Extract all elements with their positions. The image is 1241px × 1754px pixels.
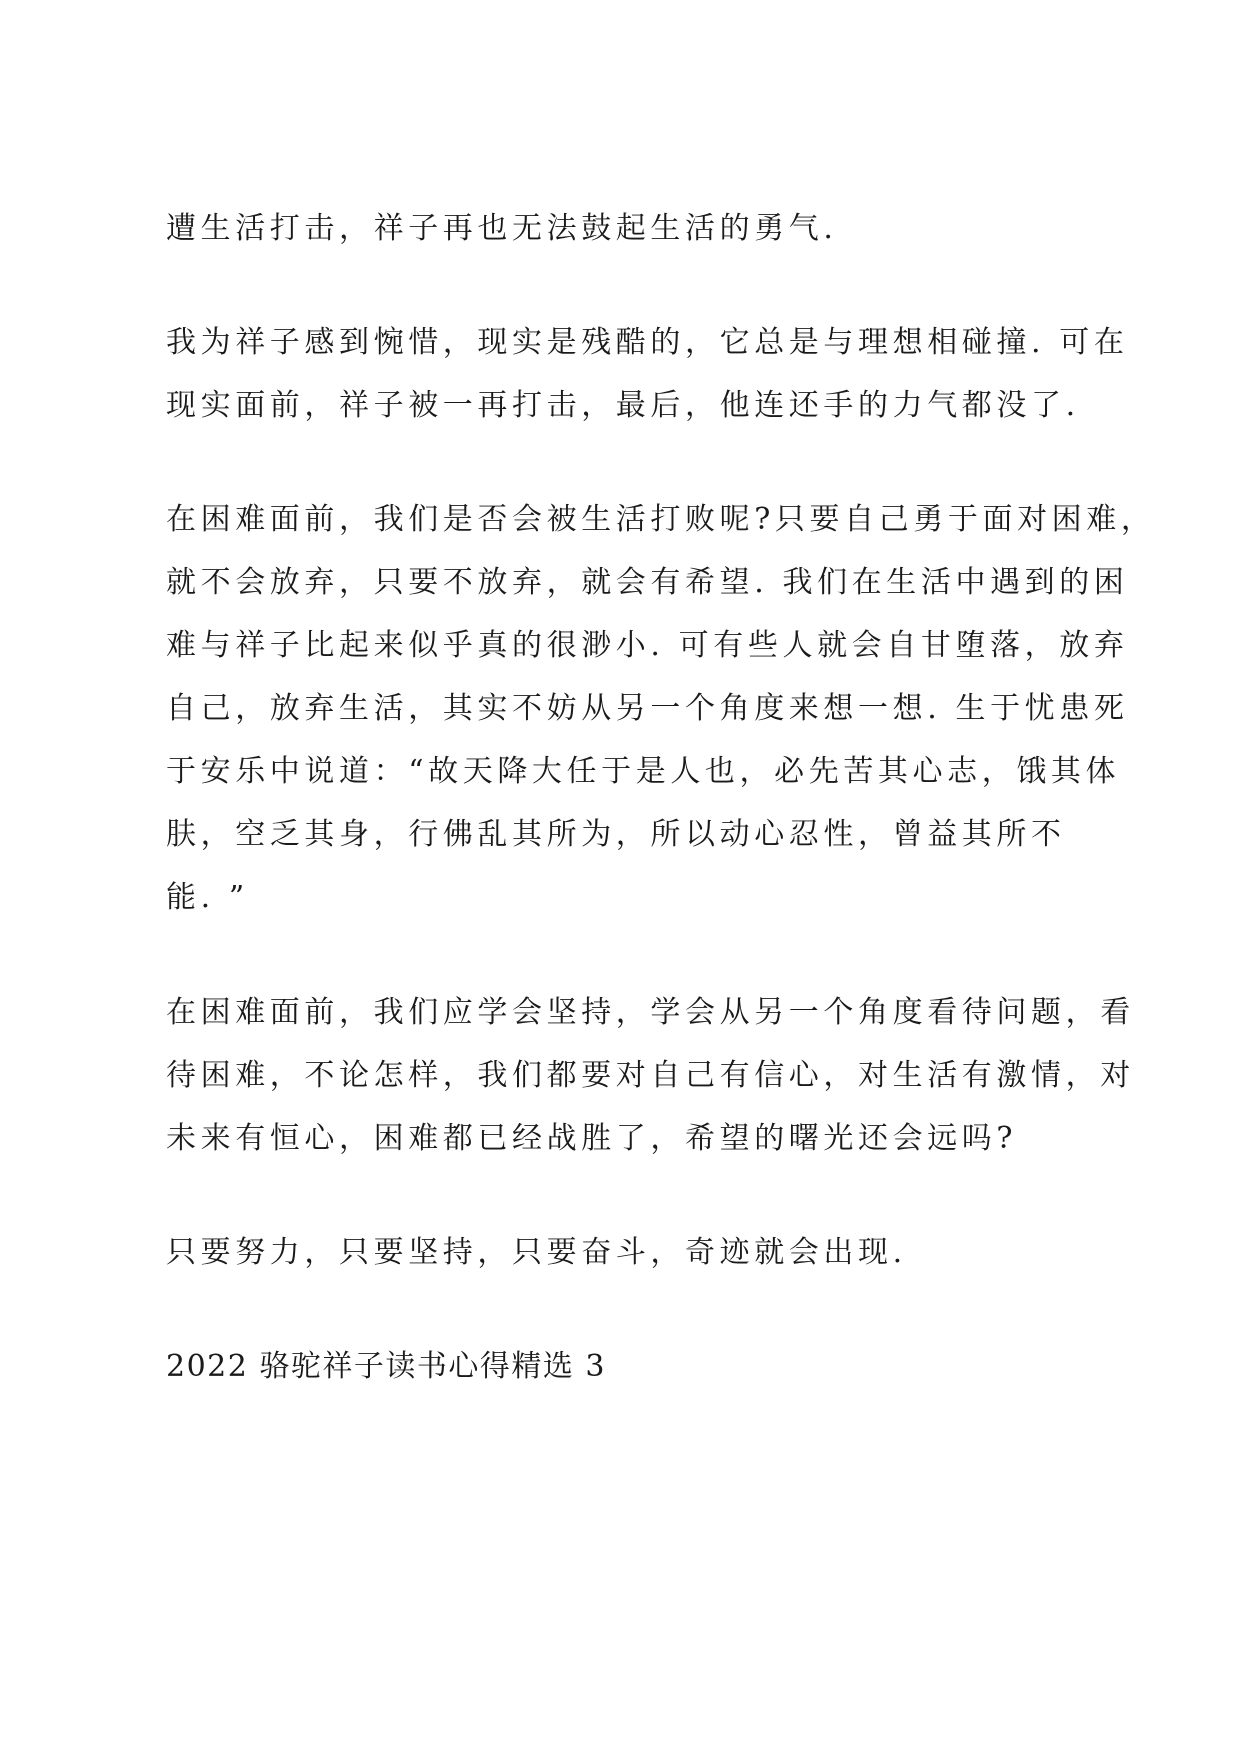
paragraph-3-line-4: 自己，放弃生活，其实不妨从另一个角度来想一想. 生于忧患死 — [166, 691, 1129, 726]
paragraph-4-line-1: 在困难面前，我们应学会坚持，学会从另一个角度看待问题，看 — [166, 995, 1135, 1030]
paragraph-3-line-7: 能. ” — [166, 880, 249, 915]
paragraph-3-line-3: 难与祥子比起来似乎真的很渺小. 可有些人就会自甘堕落，放弃 — [166, 628, 1129, 663]
paragraph-3-line-2: 就不会放弃，只要不放弃，就会有希望. 我们在生活中遇到的困 — [166, 565, 1129, 600]
paragraph-3-line-1: 在困难面前，我们是否会被生活打败呢?只要自己勇于面对困难， — [166, 502, 1156, 537]
paragraph-1-line-1: 遭生活打击，祥子再也无法鼓起生活的勇气. — [166, 211, 838, 246]
paragraph-4-line-2: 待困难，不论怎样，我们都要对自己有信心，对生活有激情，对 — [166, 1058, 1135, 1093]
paragraph-2-line-1: 我为祥子感到惋惜，现实是残酷的，它总是与理想相碰撞. 可在 — [166, 325, 1129, 360]
paragraph-2-line-2: 现实面前，祥子被一再打击，最后，他连还手的力气都没了. — [166, 388, 1080, 423]
paragraph-3-line-5: 于安乐中说道：“故天降大任于是人也，必先苦其心志，饿其体 — [166, 754, 1121, 789]
paragraph-3-line-6: 肤，空乏其身，行佛乱其所为，所以动心忍性，曾益其所不 — [166, 817, 1066, 852]
paragraph-4-line-3: 未来有恒心，困难都已经战胜了，希望的曙光还会远吗? — [166, 1121, 1018, 1156]
paragraph-5-line-1: 只要努力，只要坚持，只要奋斗，奇迹就会出现. — [166, 1235, 907, 1270]
section-heading: 2022 骆驼祥子读书心得精选 3 — [166, 1349, 607, 1384]
